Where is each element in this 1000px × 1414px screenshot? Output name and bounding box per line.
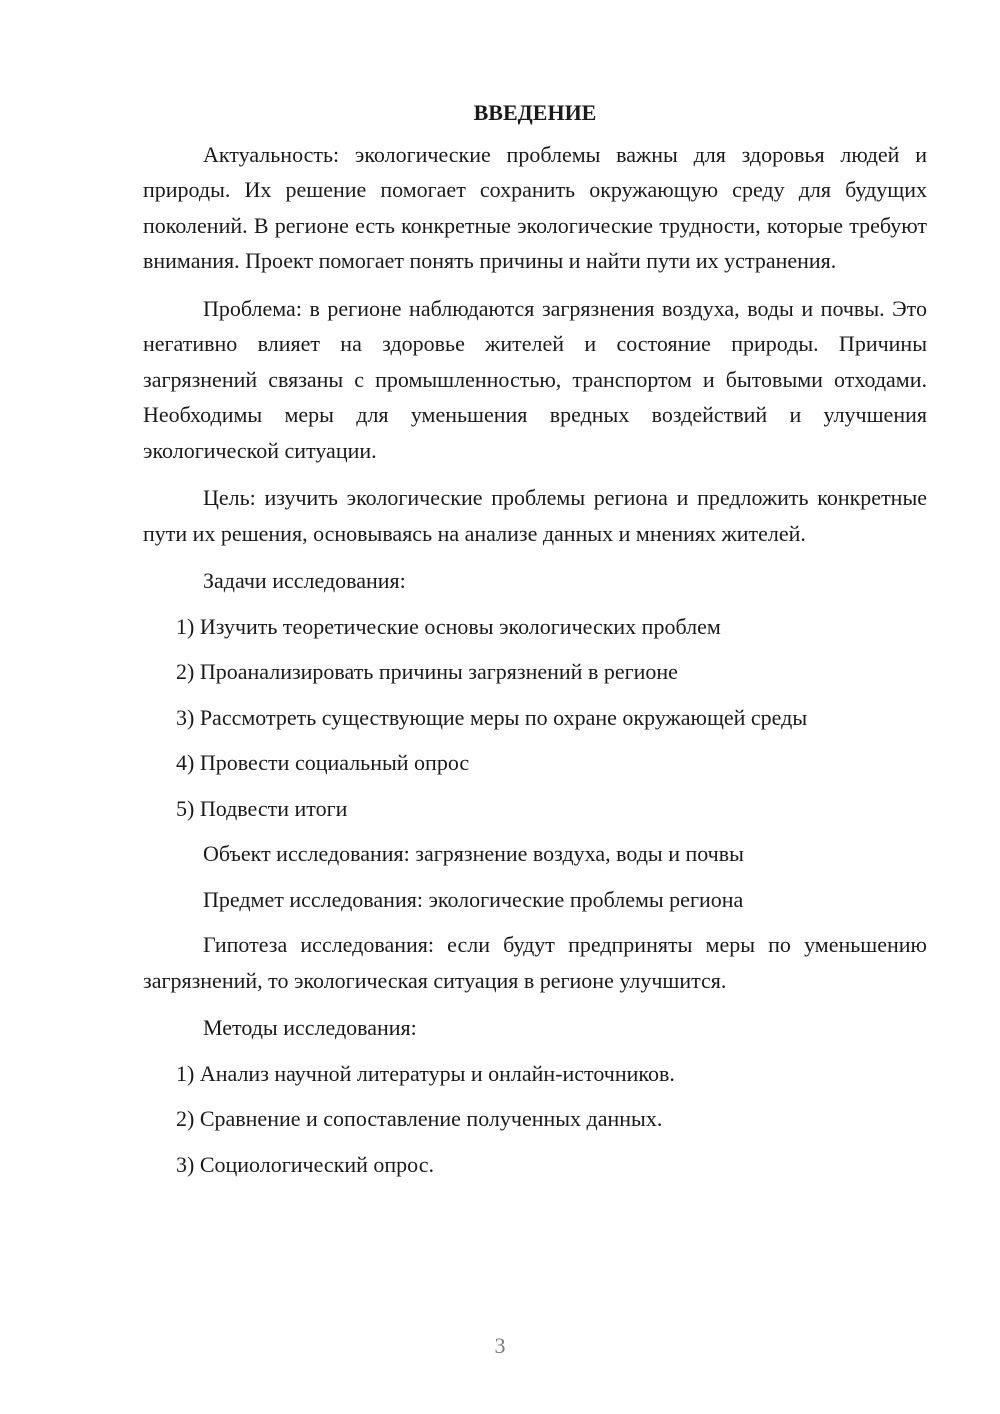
research-object: Объект исследования: загрязнение воздуха, воды и почвы (203, 841, 744, 866)
list-item: 2) Сравнение и сопоставление полученных данных. (176, 1106, 663, 1131)
goal-paragraph: Цель: изучить экологические проблемы региона и предложить конкретные пути их решения, основываясь на анализе данных и мнениях жителей. (143, 485, 927, 546)
list-item: 5) Подвести итоги (176, 795, 348, 821)
list-item: 1) Анализ научной литературы и онлайн-источников. (176, 1060, 675, 1086)
list-item: 1) Изучить теоретические основы экологических проблем (176, 613, 721, 639)
page-title: ВВЕДЕНИЕ (473, 100, 597, 125)
list-item: 4) Провести социальный опрос (176, 750, 470, 775)
relevance-paragraph: Актуальность: экологические проблемы важны для здоровья людей и природы. Их решение помогает сохранить окружающую среду для будущих поколений. В регионе есть конкретные экологические трудности, которые требуют внимания. Проект помогает понять причины и найти пути их устранения. (143, 141, 927, 273)
problem-paragraph: Проблема: в регионе наблюдаются загрязнения воздуха, воды и почвы. Это негативно влияет на здоровье жителей и состояние природы. Причины загрязнений связаны с промышленностью, транспортом и бытовыми отходами. Необходимы меры для уменьшения вредных воздействий и улучшения экологической ситуации. (143, 295, 927, 463)
methods-heading: Методы исследования: (203, 1015, 417, 1040)
page-number: 3 (494, 1333, 506, 1358)
tasks-list (143, 609, 927, 827)
tasks-heading: Задачи исследования: (203, 568, 406, 593)
methods-list (143, 1056, 927, 1183)
list-item: 2) Проанализировать причины загрязнений в регионе (176, 659, 678, 684)
research-subject: Предмет исследования: экологические проблемы региона (203, 886, 744, 912)
document-page (143, 95, 927, 1192)
hypothesis-paragraph: Гипотеза исследования: если будут предприняты меры по уменьшению загрязнений, то экологическая ситуация в регионе улучшится. (143, 932, 927, 993)
list-item: 3) Рассмотреть существующие меры по охране окружающей среды (176, 704, 808, 730)
list-item: 3) Социологический опрос. (176, 1151, 434, 1177)
